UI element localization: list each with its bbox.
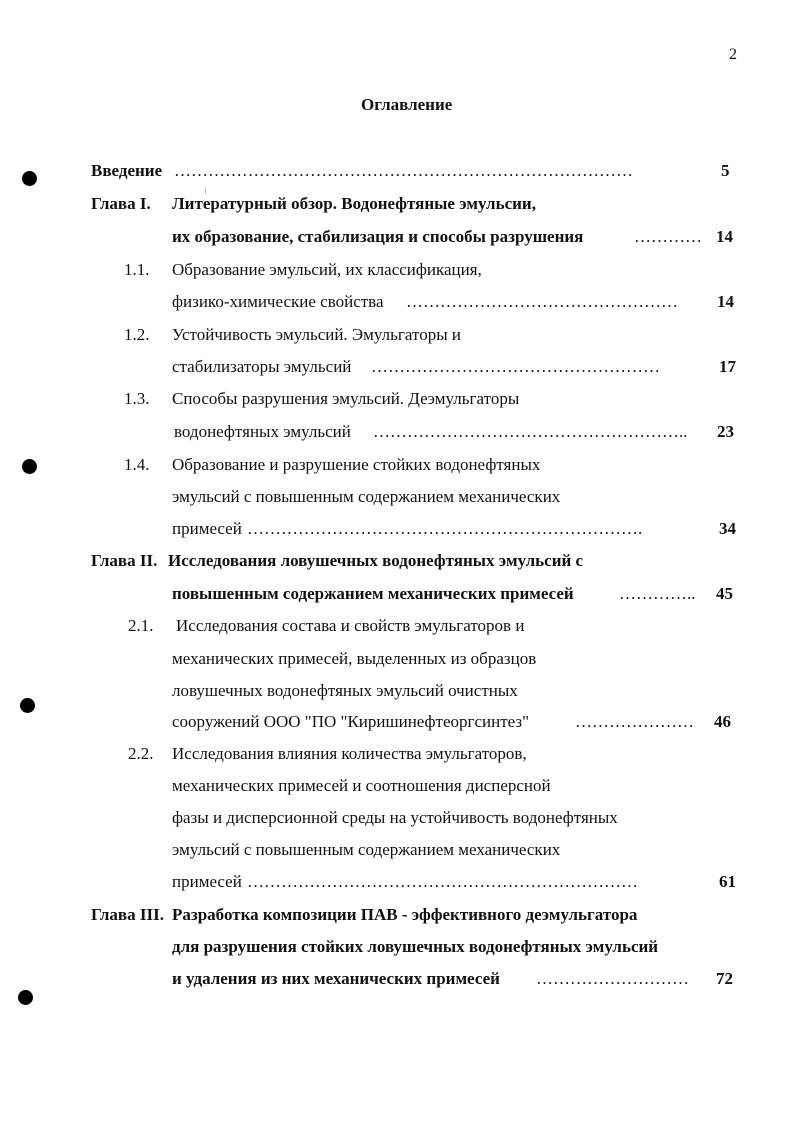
toc-intro-dots: ……………………………………………………………………… [174, 161, 633, 180]
toc-section-1-2-number: 1.2. [124, 325, 150, 344]
toc-section-2-1-dots: ………………… [575, 712, 694, 731]
page-title: Оглавление [361, 95, 453, 114]
toc-section-2-1-line4: сооружений ООО "ПО "Киришинефтеоргсинтез" [172, 712, 530, 731]
toc-chapter2-title-line1: Исследования ловушечных водонефтяных эмульсий с [168, 551, 584, 570]
toc-section-2-1-number: 2.1. [128, 616, 154, 635]
punch-hole-1 [22, 171, 37, 186]
toc-section-1-2-dots: …………………………………………… [371, 357, 660, 376]
toc-chapter3-label: Глава III. [91, 905, 164, 924]
toc-chapter3-title-line2: для разрушения стойких ловушечных водонефтяных эмульсий [172, 937, 659, 956]
toc-section-1-1-dots: ………………………………………… [406, 292, 678, 311]
toc-intro-label: Введение [91, 161, 163, 180]
toc-section-1-4-number: 1.4. [124, 455, 150, 474]
toc-section-1-1-page: 14 [717, 292, 734, 311]
toc-section-1-3-dots: ……………………………………………….. [373, 422, 688, 441]
toc-section-1-1-line1: Образование эмульсий, их классификация, [172, 260, 482, 279]
punch-hole-2 [22, 459, 37, 474]
toc-intro-page: 5 [721, 161, 730, 180]
toc-section-1-4-line1: Образование и разрушение стойких водонефтяных [172, 455, 541, 474]
toc-section-2-2-line1: Исследования влияния количества эмульгаторов, [172, 744, 527, 763]
toc-section-2-1-line2: механических примесей, выделенных из образцов [172, 649, 537, 668]
toc-section-2-2-line2: механических примесей и соотношения дисперсной [172, 776, 551, 795]
toc-section-2-2-line4: эмульсий с повышенным содержанием механических [172, 840, 561, 859]
punch-hole-4 [18, 990, 33, 1005]
toc-section-2-1-line1: Исследования состава и свойств эмульгаторов и [176, 616, 525, 635]
toc-chapter2-label: Глава II. [91, 551, 158, 570]
toc-section-1-3-page: 23 [717, 422, 734, 441]
toc-chapter3-dots: ……………………… [536, 969, 689, 988]
toc-section-1-3-line1: Способы разрушения эмульсий. Деэмульгаторы [172, 389, 520, 408]
toc-chapter1-page: 14 [716, 227, 733, 246]
toc-section-2-2-page: 61 [719, 872, 736, 891]
toc-section-1-2-page: 17 [719, 357, 736, 376]
toc-section-1-2-line2: стабилизаторы эмульсий [172, 357, 352, 376]
toc-chapter2-dots: ………….. [619, 584, 696, 603]
toc-chapter2-page: 45 [716, 584, 733, 603]
toc-chapter3-title-line3: и удаления из них механических примесей [172, 969, 500, 988]
toc-section-1-4-dots: ……………………………………………………………. [247, 519, 643, 538]
toc-chapter3-page: 72 [716, 969, 733, 988]
toc-section-1-4-line2: эмульсий с повышенным содержанием механических [172, 487, 561, 506]
toc-section-1-1-number: 1.1. [124, 260, 150, 279]
toc-section-1-3-number: 1.3. [124, 389, 150, 408]
toc-chapter3-title-line1: Разработка композиции ПАВ - эффективного деэмульгатора [172, 905, 638, 924]
punch-hole-3 [20, 698, 35, 713]
toc-chapter1-dots: ………… [634, 227, 702, 246]
toc-section-2-2-line3: фазы и дисперсионной среды на устойчивость водонефтяных [172, 808, 618, 827]
toc-section-1-3-line2: водонефтяных эмульсий [174, 422, 351, 441]
toc-section-1-4-page: 34 [719, 519, 736, 538]
toc-chapter1-title-line2: их образование, стабилизация и способы разрушения [172, 227, 584, 246]
toc-section-1-2-line1: Устойчивость эмульсий. Эмульгаторы и [172, 325, 461, 344]
toc-section-2-2-line5: примесей [172, 872, 242, 891]
toc-section-2-1-line3: ловушечных водонефтяных эмульсий очистных [172, 681, 518, 700]
toc-section-1-1-line2: физико-химические свойства [172, 292, 384, 311]
toc-section-2-2-number: 2.2. [128, 744, 154, 763]
toc-chapter2-title-line2: повышенным содержанием механических примесей [172, 584, 574, 603]
toc-section-1-4-line3: примесей [172, 519, 242, 538]
toc-section-2-2-dots: …………………………………………………………… [247, 872, 638, 891]
toc-chapter1-title-line1: Литературный обзор. Водонефтяные эмульсии, [172, 194, 536, 213]
page-number: 2 [729, 46, 737, 63]
toc-section-2-1-page: 46 [714, 712, 731, 731]
toc-chapter1-label: Глава I. [91, 194, 151, 213]
